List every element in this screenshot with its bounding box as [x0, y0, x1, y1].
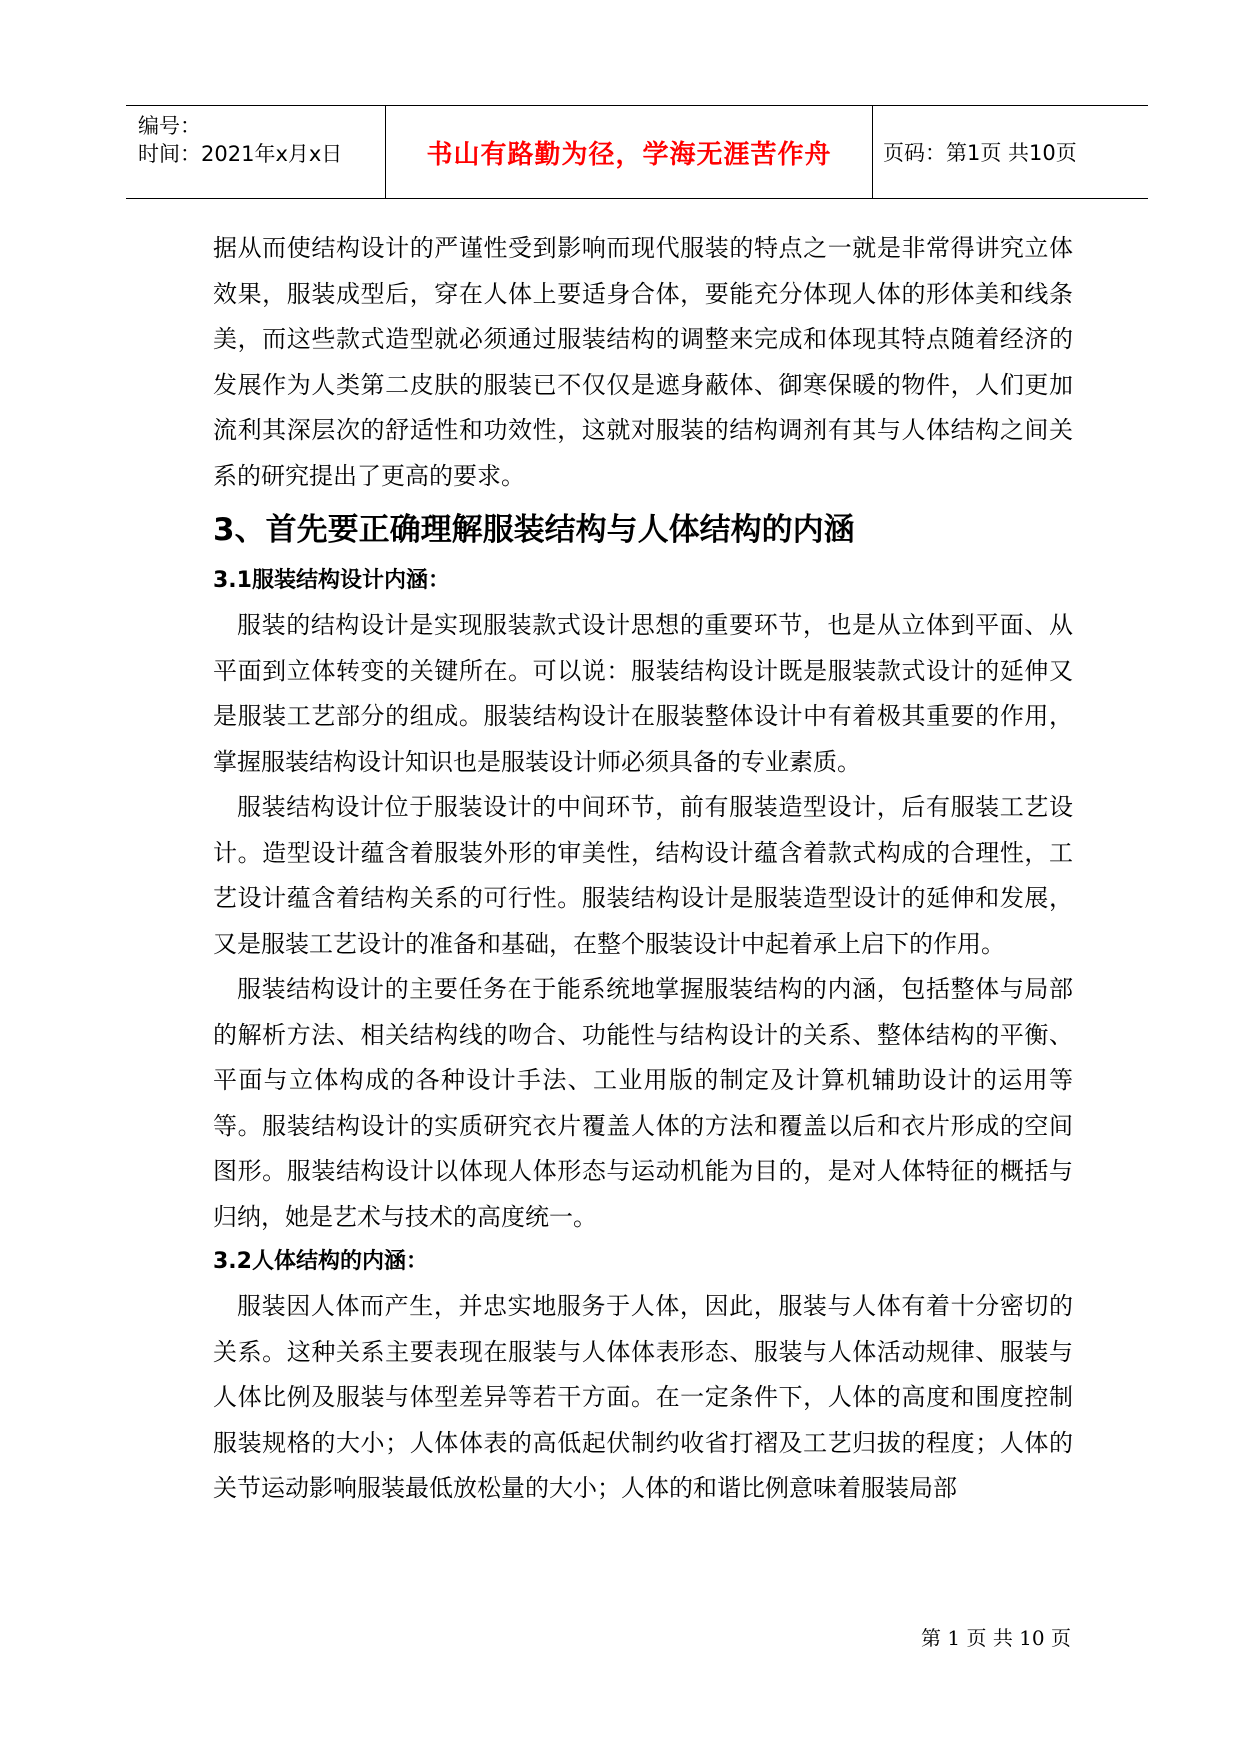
document-time-label: 时间：2021年x月x日 — [138, 142, 343, 166]
header-motto-cell — [386, 106, 873, 198]
paragraph-3-1-c: 服装结构设计的主要任务在于能系统地掌握服装结构的内涵，包括整体与局部的解析方法、相关结构线的吻合、功能性与结构设计的关系、整体结构的平衡、平面与立体构成的各种设计手法、工业用版的制定及计算机辅助设计的运用等等。服装结构设计的实质研究衣片覆盖人体的方法和覆盖以后和衣片形成的空间图形。服装结构设计以体现人体形态与运动机能为目的，是对人体特征的概括与归纳，她是艺术与技术的高度统一。 — [213, 975, 1073, 1231]
page-footer: 第 1 页 共 10 页 — [921, 1626, 1071, 1650]
paragraph-3-1-a: 服装的结构设计是实现服装款式设计思想的重要环节，也是从立体到平面、从平面到立体转变的关键所在。可以说：服装结构设计既是服装款式设计的延伸又是服装工艺部分的组成。服装结构设计在服装整体设计中有着极其重要的作用，掌握服装结构设计知识也是服装设计师必须具备的专业素质。 — [213, 611, 1073, 776]
document-body — [213, 226, 1073, 1512]
intro-paragraph: 据从而使结构设计的严谨性受到影响而现代服装的特点之一就是非常得讲究立体效果，服装成型后，穿在人体上要适身合体，要能充分体现人体的形体美和线条美，而这些款式造型就必须通过服装结构的调整来完成和体现其特点随着经济的发展作为人类第二皮肤的服装已不仅仅是遮身蔽体、御寒保暖的物件，人们更加流利其深层次的舒适性和功效性，这就对服装的结构调剂有其与人体结构之间关系的研究提出了更高的要求。 — [213, 234, 1073, 490]
header-table — [126, 105, 1148, 199]
paragraph-3-2-a: 服装因人体而产生，并忠实地服务于人体，因此，服装与人体有着十分密切的关系。这种关系主要表现在服装与人体体表形态、服装与人体活动规律、服装与人体比例及服装与体型差异等若干方面。在一定条件下，人体的高度和围度控制服装规格的大小；人体体表的高低起伏制约收省打褶及工艺归拔的程度；人体的关节运动影响服装最低放松量的大小；人体的和谐比例意味着服装局部 — [213, 1292, 1073, 1502]
header-page-label: 页码：第1页 共10页 — [883, 141, 1077, 165]
header-motto: 书山有路勤为径，学海无涯苦作舟 — [426, 139, 832, 170]
document-number-label: 编号： — [138, 114, 201, 138]
subsection-3-2-heading: 3.2人体结构的内涵： — [213, 1249, 428, 1274]
section-3-heading: 3、首先要正确理解服装结构与人体结构的内涵 — [213, 512, 855, 548]
paragraph-3-1-b: 服装结构设计位于服装设计的中间环节，前有服装造型设计，后有服装工艺设计。造型设计蕴含着服装外形的审美性，结构设计蕴含着款式构成的合理性，工艺设计蕴含着结构关系的可行性。服装结构设计是服装造型设计的延伸和发展，又是服装工艺设计的准备和基础，在整个服装设计中起着承上启下的作用。 — [213, 793, 1073, 958]
subsection-3-1-heading: 3.1服装结构设计内涵： — [213, 568, 450, 593]
header-left-cell — [126, 106, 386, 198]
header-page-cell — [873, 106, 1148, 198]
